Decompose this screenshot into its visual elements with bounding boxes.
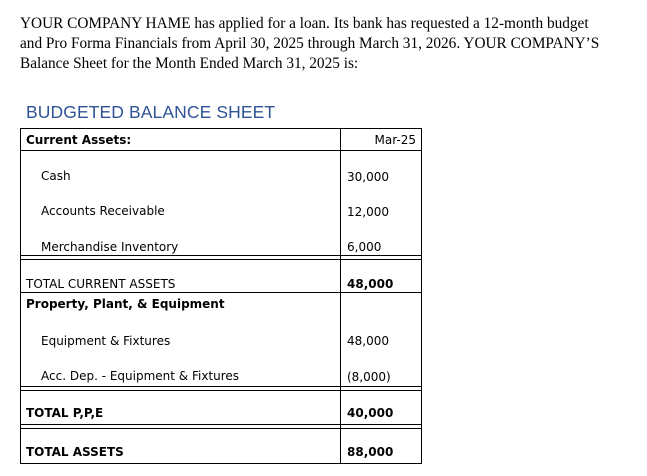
column-divider — [340, 128, 341, 464]
header-rule — [20, 150, 422, 151]
total-ppe-label: TOTAL P,P,E — [26, 406, 104, 420]
total-rule-bottom — [20, 428, 422, 429]
table-border-left — [20, 128, 21, 464]
ppe-header: Property, Plant, & Equipment — [26, 297, 225, 311]
total-ppe-value: 40,000 — [347, 406, 394, 420]
subtotal-rule-bottom — [20, 259, 422, 260]
ppe-rule-bottom — [20, 390, 422, 391]
total-assets-label: TOTAL ASSETS — [26, 445, 124, 459]
acc-dep-label: Acc. Dep. - Equipment & Fixtures — [41, 369, 240, 383]
ppe-rule-top — [20, 386, 422, 387]
ar-label: Accounts Receivable — [41, 204, 165, 218]
table-border-bottom — [20, 463, 422, 464]
total-current-rule — [20, 292, 422, 293]
header-label: Current Assets: — [26, 133, 132, 147]
table-border-top — [20, 128, 422, 129]
intro-line-2: and Pro Forma Financials from April 30, 2025 through March 31, 2026. YOUR COMPANY’S — [20, 35, 600, 52]
table-border-right — [421, 128, 422, 464]
balance-sheet-table — [20, 128, 422, 464]
total-rule-top — [20, 424, 422, 425]
total-current-value: 48,000 — [347, 277, 394, 291]
inventory-label: Merchandise Inventory — [41, 240, 179, 254]
intro-paragraph — [20, 14, 640, 74]
intro-line-3: Balance Sheet for the Month Ended March 31, 2025 is: — [20, 55, 359, 72]
intro-line-1: YOUR COMPANY HAME has applied for a loan. Its bank has requested a 12-month budget — [20, 15, 589, 32]
equipment-value: 48,000 — [347, 334, 389, 348]
header-period: Mar-25 — [374, 133, 416, 147]
sheet-title: BUDGETED BALANCE SHEET — [26, 102, 276, 122]
cash-label: Cash — [41, 169, 71, 183]
inventory-value: 6,000 — [347, 240, 382, 254]
ar-value: 12,000 — [347, 205, 389, 219]
total-assets-value: 88,000 — [347, 445, 394, 459]
subtotal-rule-top — [20, 255, 422, 256]
cash-value: 30,000 — [347, 170, 389, 184]
total-current-label: TOTAL CURRENT ASSETS — [26, 277, 176, 291]
equipment-label: Equipment & Fixtures — [41, 334, 171, 348]
acc-dep-value: (8,000) — [347, 370, 391, 384]
